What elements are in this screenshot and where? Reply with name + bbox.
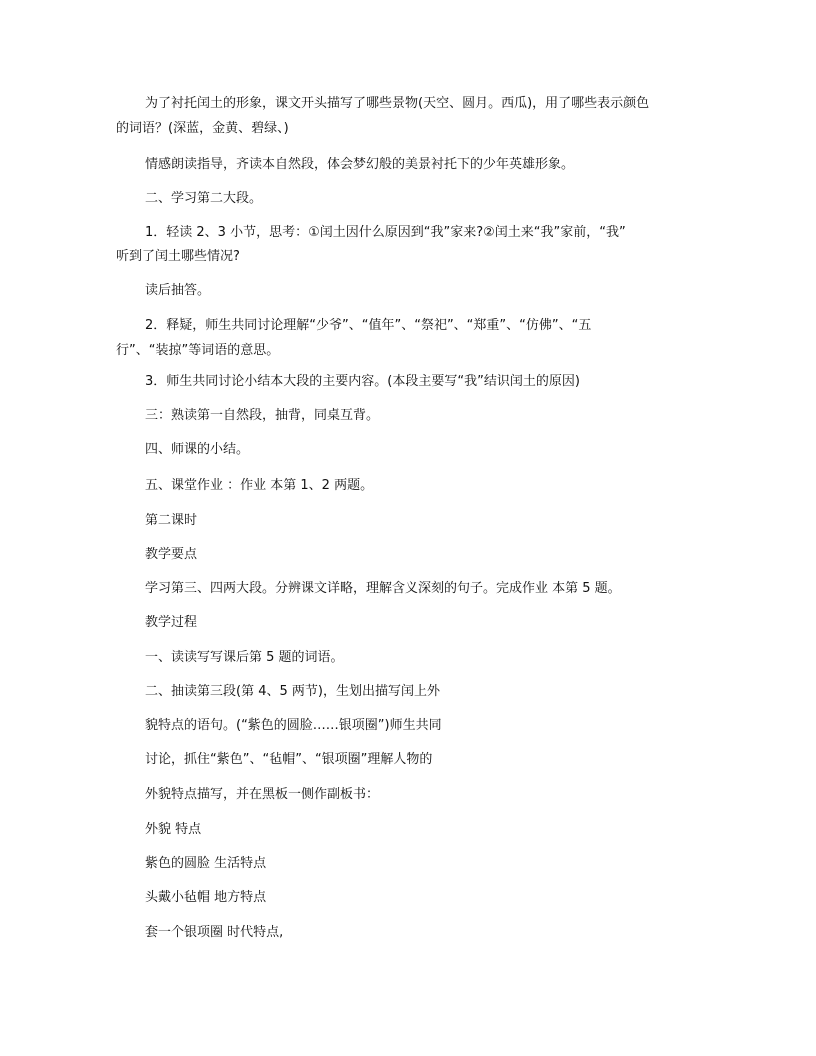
text-line: 五、课堂作业 ：作业 本第 1、2 两题。 bbox=[145, 478, 374, 493]
text-line: 二、抽读第三段(第 4、5 两节)，生划出描写闰上外 bbox=[145, 684, 440, 699]
text-line: 的词语？(深蓝，金黄、碧绿、) bbox=[116, 121, 289, 136]
text-line: 教学过程 bbox=[145, 615, 198, 630]
text-line: 2．释疑，师生共同讨论理解“少爷”、“值年”、“祭祀”、“郑重”、“仿佛”、“五 bbox=[145, 318, 592, 333]
text-line: 讨论，抓住“紫色”、“毡帽”、“银项圈”理解人物的 bbox=[145, 752, 433, 767]
text-line: 行”、“装掠”等词语的意思。 bbox=[116, 343, 280, 358]
text-line: 外貌 特点 bbox=[145, 822, 202, 837]
text-line: 情感朗读指导，齐读本自然段，体会梦幻般的美景衬托下的少年英雄形象。 bbox=[145, 157, 575, 172]
text-line: 四、师课的小结。 bbox=[145, 442, 250, 457]
text-line: 套一个银项圈 时代特点, bbox=[145, 925, 284, 940]
text-line: 1．轻读 2、3 小节，思考：①闰土因什么原因到“我”家来?②闰土来“我”家前，“我” bbox=[145, 225, 626, 240]
text-line: 教学要点 bbox=[145, 547, 198, 562]
text-line: 听到了闰土哪些情况? bbox=[116, 249, 240, 264]
text-line: 读后抽答。 bbox=[145, 283, 211, 298]
text-line: 学习第三、四两大段。分辨课文详略，理解含义深刻的句子。完成作业 本第 5 题。 bbox=[145, 581, 621, 596]
text-line: 貌特点的语句。(“紫色的圆脸……银项圈”)师生共同 bbox=[145, 718, 442, 733]
text-line: 头戴小毡帽 地方特点 bbox=[145, 890, 267, 905]
text-line: 3．师生共同讨论小结本大段的主要内容。(本段主要写“我”结识闰土的原因) bbox=[145, 374, 580, 389]
text-line: 外貌特点描写，并在黑板一侧作副板书： bbox=[145, 787, 380, 802]
text-line: 三：熟读第一自然段，抽背，同桌互背。 bbox=[145, 408, 380, 423]
text-line: 为了衬托闰土的形象，课文开头描写了哪些景物(天空、圆月。西瓜)，用了哪些表示颜色 bbox=[145, 96, 650, 111]
text-line: 二、学习第二大段。 bbox=[145, 191, 263, 206]
text-line: 一、读读写写课后第 5 题的词语。 bbox=[145, 650, 344, 665]
text-line: 紫色的圆脸 生活特点 bbox=[145, 856, 267, 871]
text-line: 第二课时 bbox=[145, 513, 198, 528]
